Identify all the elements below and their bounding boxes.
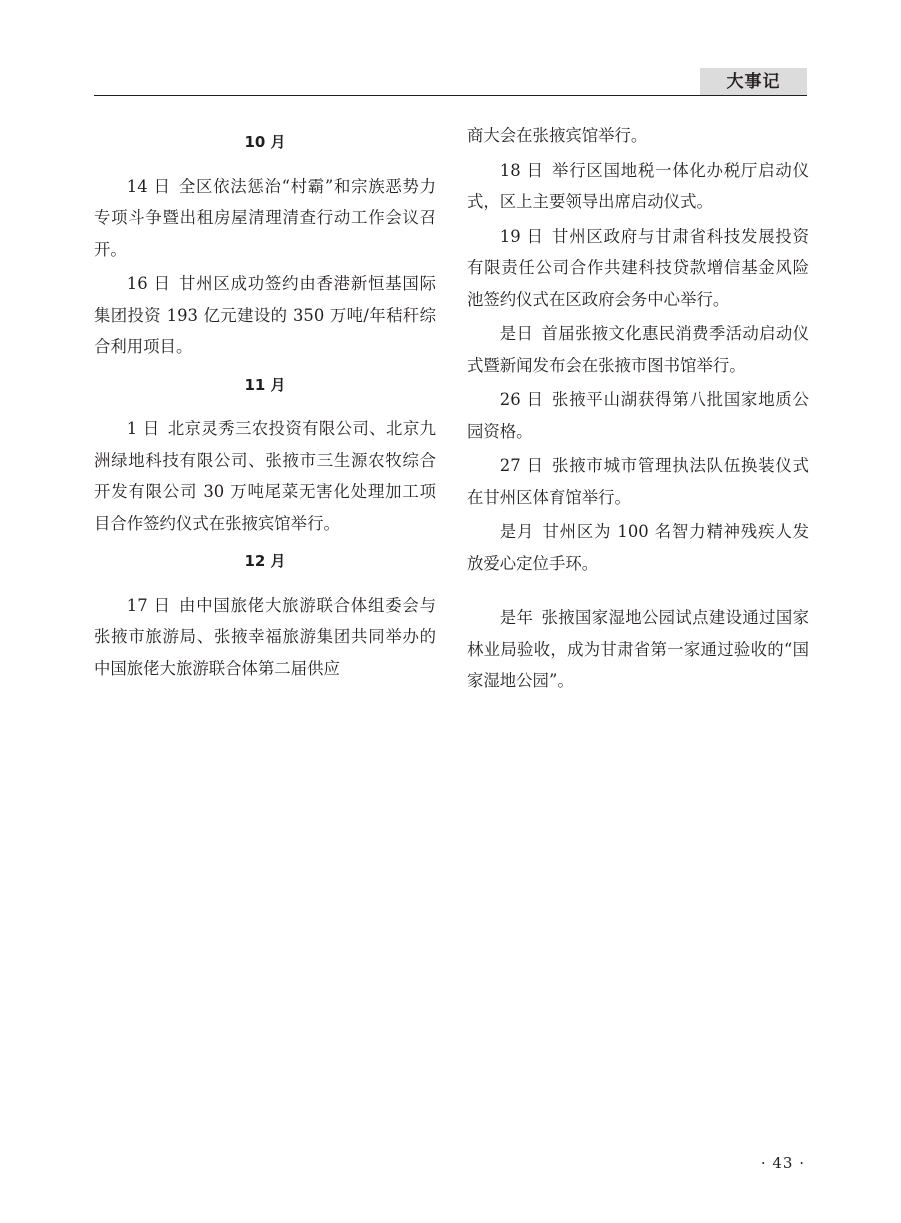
event-text: 张掖平山湖获得第八批国家地质公园资格。 [467, 390, 809, 441]
event-text: 张掖国家湿地公园试点建设通过国家林业局验收，成为甘肃省第一家通过验收的“国家湿地公园”。 [467, 608, 810, 690]
event-entry [467, 318, 809, 381]
event-text: 北京灵秀三农投资有限公司、北京九洲绿地科技有限公司、张掖市三生源农牧综合开发有限公司 30 万吨尾菜无害化处理加工项目合作签约仪式在张掖宾馆举行。 [94, 419, 437, 533]
event-text: 举行区国地税一体化办税厅启动仪式，区上主要领导出席启动仪式。 [467, 160, 809, 211]
event-entry [94, 268, 436, 363]
header-rule [94, 95, 807, 96]
event-text: 由中国旅佬大旅游联合体组委会与张掖市旅游局、张掖幸福旅游集团共同举办的中国旅佬大旅游联合体第二届供应 [94, 595, 436, 678]
event-continuation: 商大会在张掖宾馆举行。 [467, 126, 648, 145]
left-column [94, 120, 436, 687]
event-text: 全区依法惩治“村霸”和宗族恶势力专项斗争暨出租房屋清理清查行动工作会议召开。 [94, 176, 436, 259]
month-heading-november: 11 月 [244, 375, 286, 394]
month-heading-december: 12 月 [244, 552, 286, 570]
event-entry [94, 590, 436, 685]
event-entry [467, 450, 809, 513]
event-entry [467, 602, 809, 697]
event-entry [467, 384, 809, 447]
event-text: 甘州区为 100 名智力精神残疾人发放爱心定位手环。 [467, 522, 809, 573]
event-text: 张掖市城市管理执法队伍换装仪式在甘州区体育馆举行。 [467, 456, 809, 507]
page-number: · 43 · [760, 1154, 805, 1172]
event-date: 1 日 [126, 419, 160, 438]
event-entry [94, 413, 436, 539]
event-date: 26 日 [499, 390, 544, 409]
event-date: 19 日 [499, 226, 544, 246]
event-text: 甘州区成功签约由香港新恒基国际集团投资 193 亿元建设的 350 万吨/年秸秆综合利用项目。 [94, 274, 436, 356]
event-entry [467, 516, 809, 579]
event-entry [94, 171, 436, 266]
event-date: 14 日 [126, 176, 171, 196]
right-column [467, 120, 809, 700]
event-date: 是年 [499, 608, 534, 627]
event-text: 首届张掖文化惠民消费季活动启动仪式暨新闻发布会在张掖市图书馆举行。 [467, 324, 810, 375]
event-entry [467, 155, 809, 218]
event-date: 16 日 [126, 274, 171, 293]
event-date: 17 日 [126, 595, 171, 615]
event-date: 是日 [499, 324, 534, 343]
event-date: 27 日 [499, 456, 544, 475]
event-date: 是月 [499, 522, 535, 541]
section-title: 大事记 [726, 72, 781, 92]
event-entry [467, 221, 809, 316]
event-text: 甘州区政府与甘肃省科技发展投资有限责任公司合作共建科技贷款增信基金风险池签约仪式在区政府会务中心举行。 [467, 226, 809, 309]
month-heading-october: 10 月 [244, 133, 286, 151]
section-gap [467, 582, 809, 602]
event-date: 18 日 [499, 160, 544, 180]
